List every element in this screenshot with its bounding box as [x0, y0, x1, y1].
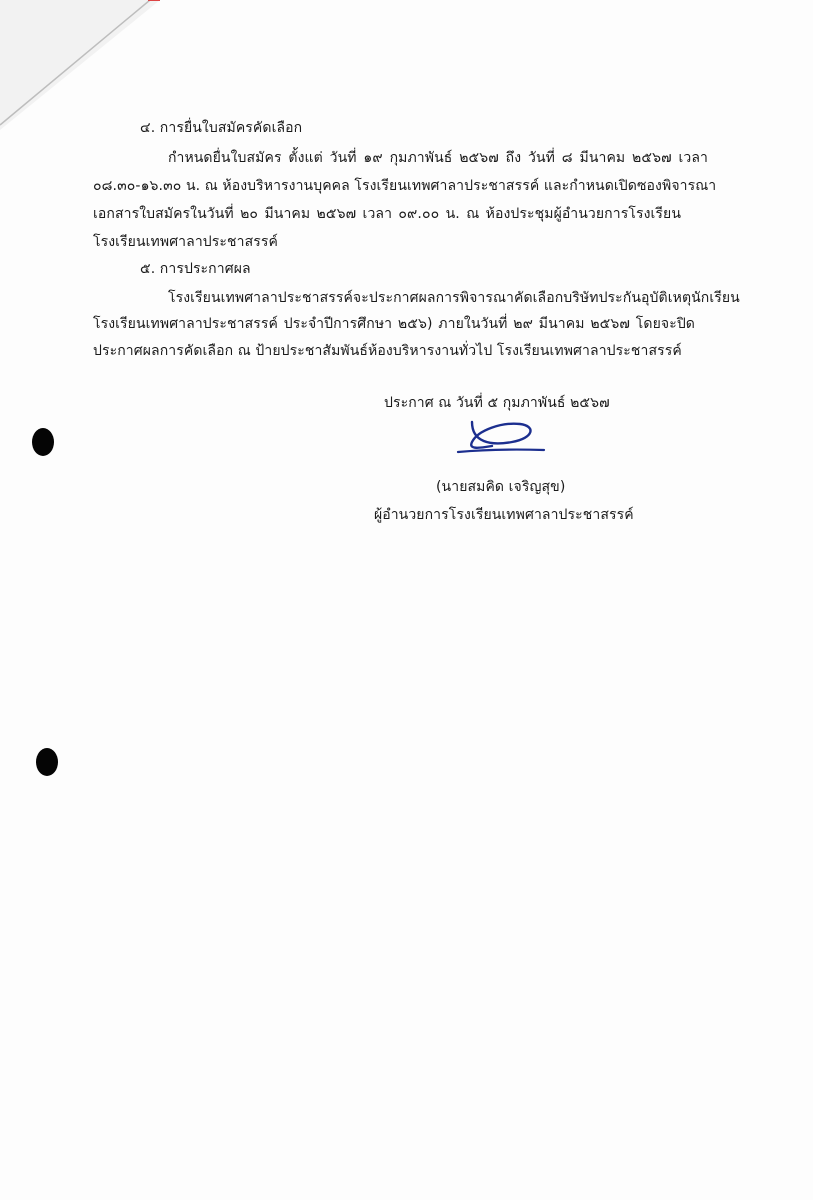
- section-5-line-3: ประกาศผลการคัดเลือก ณ ป้ายประชาสัมพันธ์ห้องบริหารงานทั่วไป โรงเรียนเทพศาลาประชาสรรค์: [93, 343, 682, 359]
- handwritten-signature: [450, 412, 550, 462]
- punch-hole-top: [32, 428, 54, 456]
- page-corner-fold: [0, 0, 160, 130]
- signer-position: ผู้อำนวยการโรงเรียนเทพศาลาประชาสรรค์: [374, 507, 634, 523]
- section-4-heading: ๔. การยื่นใบสมัครคัดเลือก: [140, 120, 303, 136]
- section-4-line-3: เอกสารใบสมัครในวันที่ ๒๐ มีนาคม ๒๕๖๗ เวลา ๐๙.๐๐ น. ณ ห้องประชุมผู้อำนวยการโรงเรียน: [93, 206, 681, 222]
- section-4-line-1: กำหนดยื่นใบสมัคร ตั้งแต่ วันที่ ๑๙ กุมภาพันธ์ ๒๕๖๗ ถึง วันที่ ๘ มีนาคม ๒๕๖๗ เวลา: [168, 150, 708, 166]
- section-5-heading: ๕. การประกาศผล: [140, 261, 251, 277]
- punch-hole-bottom: [36, 748, 58, 776]
- section-5-line-1: โรงเรียนเทพศาลาประชาสรรค์จะประกาศผลการพิจารณาคัดเลือกบริษัทประกันอุบัติเหตุนักเรียน: [168, 290, 740, 306]
- section-4-line-4: โรงเรียนเทพศาลาประชาสรรค์: [93, 234, 278, 250]
- section-5-line-2: โรงเรียนเทพศาลาประชาสรรค์ ประจำปีการศึกษา ๒๕๖) ภายในวันที่ ๒๙ มีนาคม ๒๕๖๗ โดยจะปิด: [93, 316, 695, 332]
- signer-name: (นายสมคิด เจริญสุข): [436, 479, 566, 495]
- section-4-line-2: ๐๘.๓๐-๑๖.๓๐ น. ณ ห้องบริหารงานบุคคล โรงเรียนเทพศาลาประชาสรรค์ และกำหนดเปิดซองพิจารณา: [93, 178, 717, 194]
- announcement-date: ประกาศ ณ วันที่ ๕ กุมภาพันธ์ ๒๕๖๗: [384, 395, 610, 411]
